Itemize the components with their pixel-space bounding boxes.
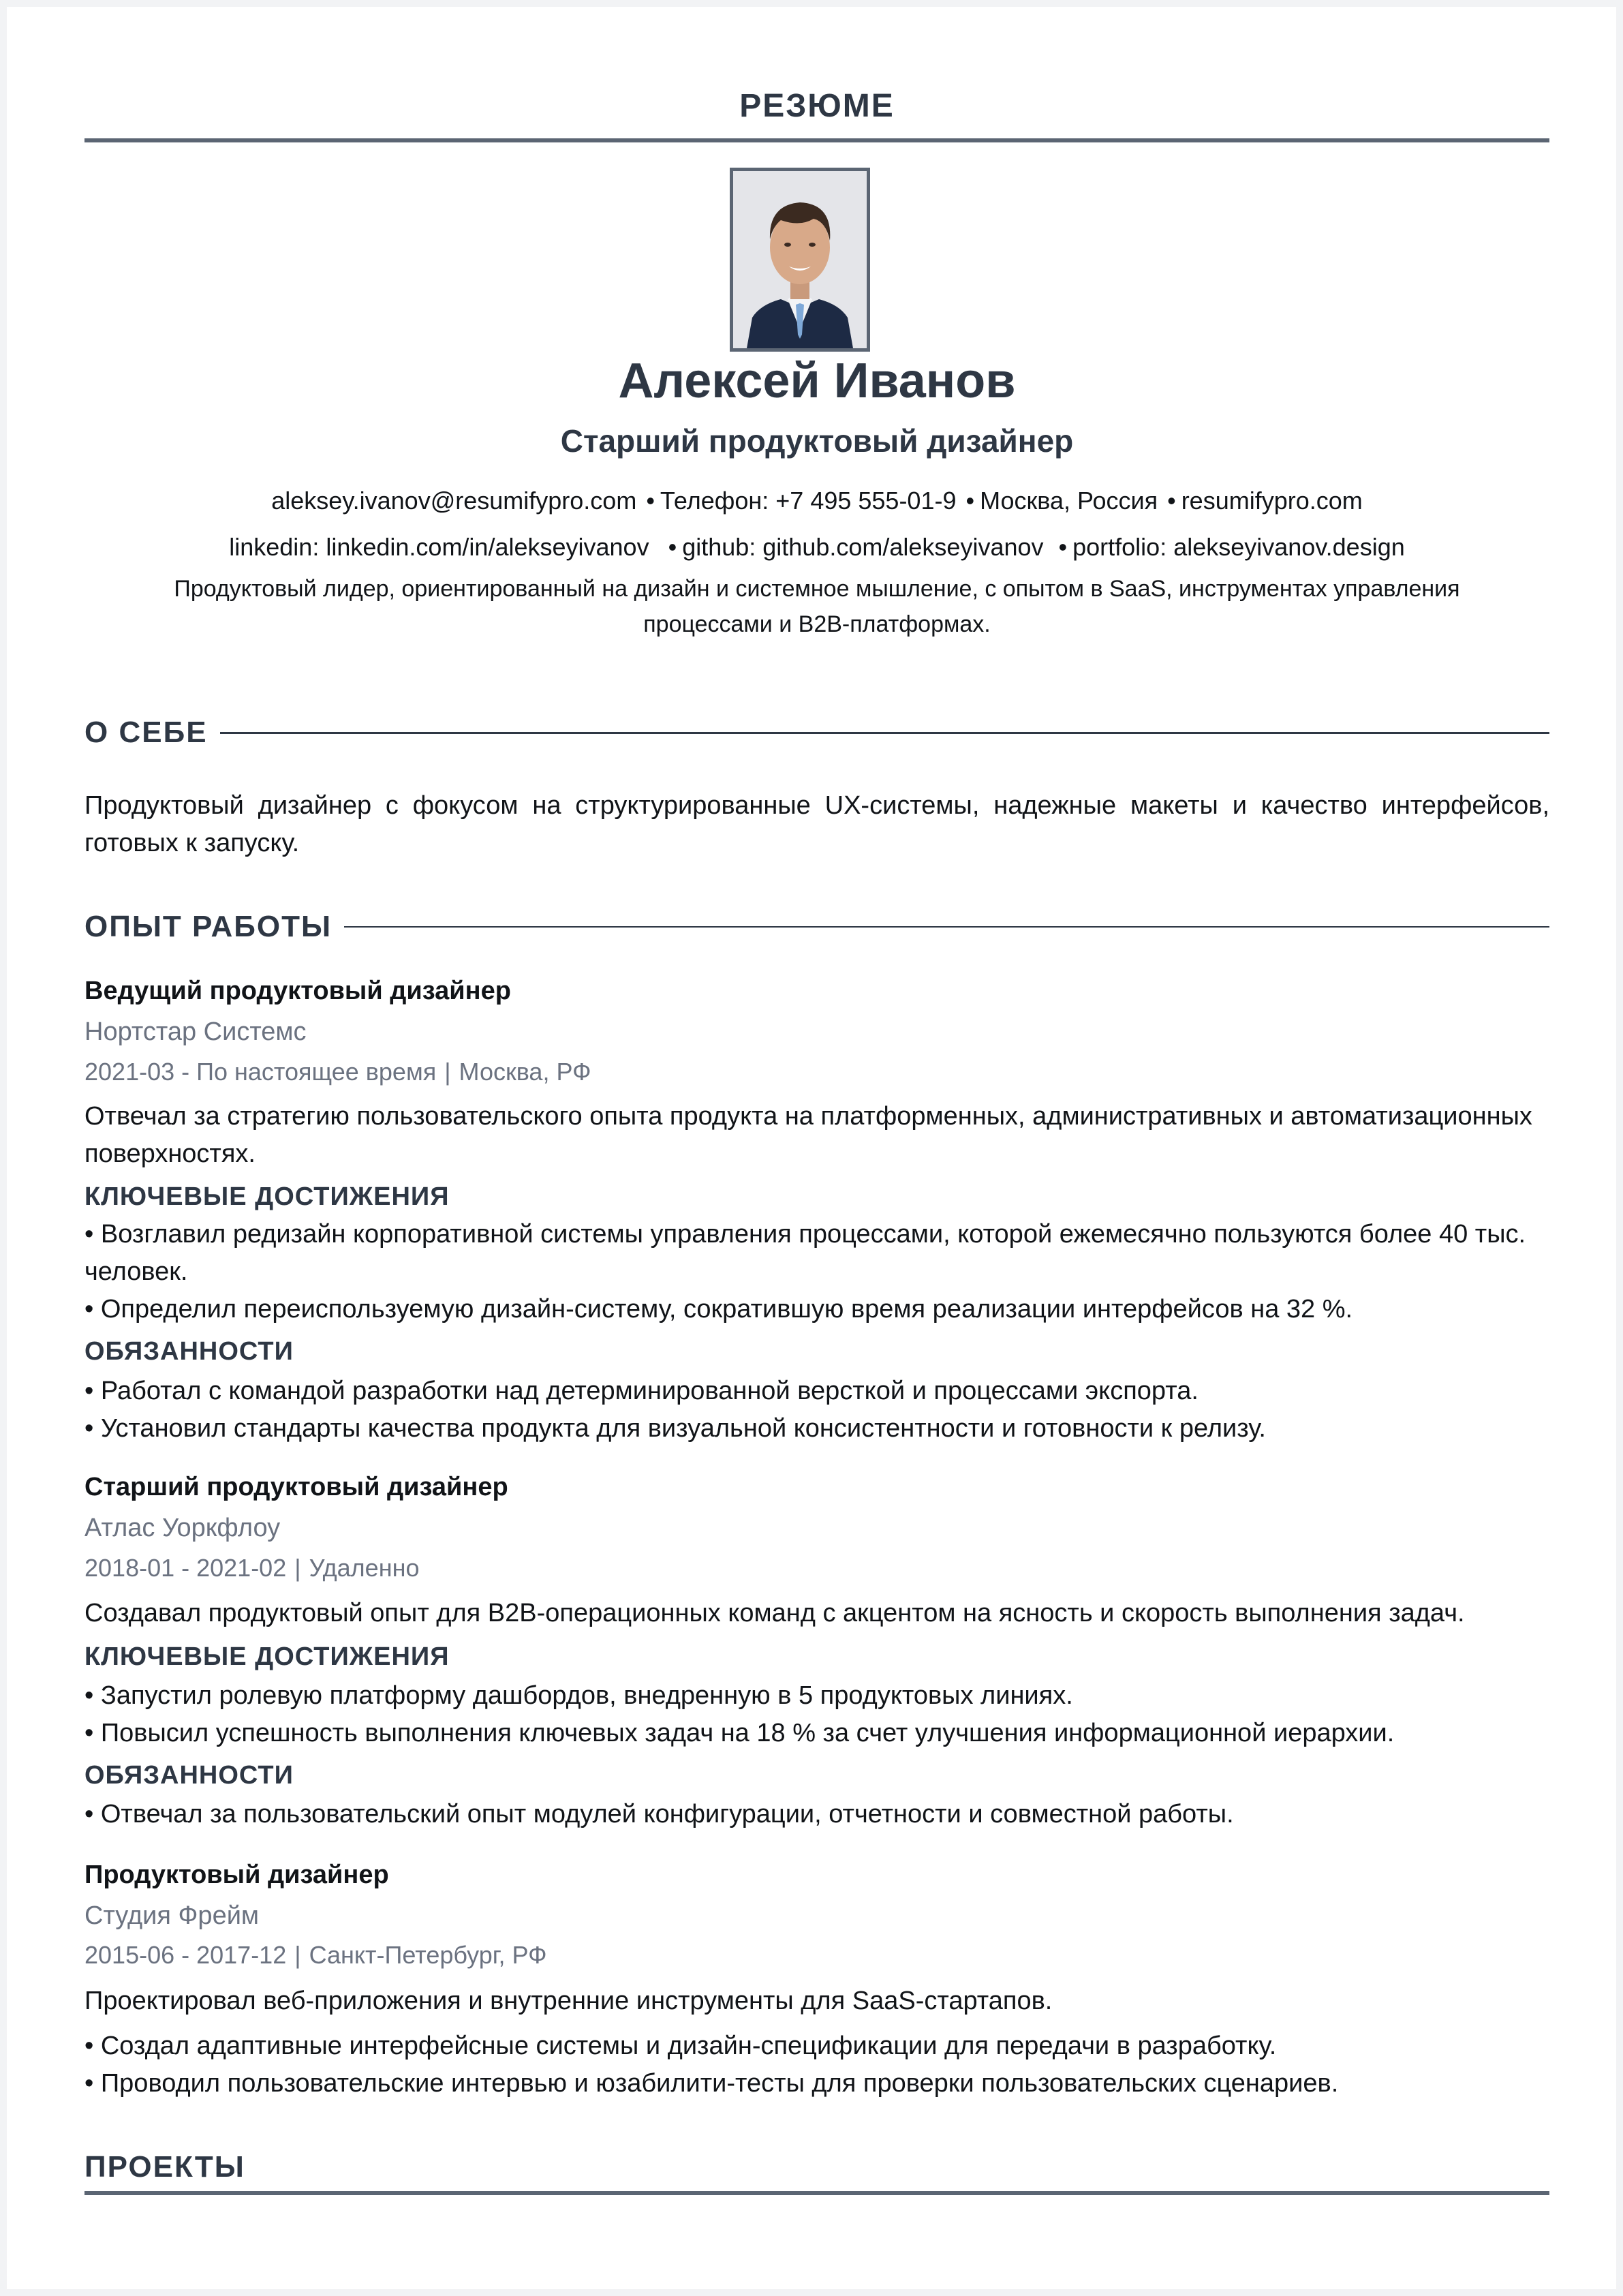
job-title: Ведущий продуктовый дизайнер [84, 977, 511, 1005]
list-item: • Определил переиспользуемую дизайн-систему, сократившую время реализации интерфейсов на 32 %. [84, 1295, 1353, 1323]
list-item: • Повысил успешность выполнения ключевых задач на 18 % за счет улучшения информационной иерархии. [84, 1719, 1395, 1747]
portfolio-link[interactable]: portfolio: alekseyivanov.design [1072, 533, 1405, 561]
job-title: Старший продуктовый дизайнер [84, 1473, 508, 1501]
contact-line-1 [84, 487, 1549, 515]
contact-separator: • [1058, 533, 1068, 561]
website-link[interactable]: resumifypro.com [1181, 487, 1363, 515]
resume-page [7, 7, 1616, 2289]
duties-list [84, 1796, 1549, 1833]
achievements-list [84, 1677, 1549, 1752]
job-dates: 2015-06 - 2017-12 [84, 1941, 287, 1969]
list-item: • Отвечал за пользовательский опыт модулей конфигурации, отчетности и совместной работы. [84, 1800, 1234, 1828]
responsibilities-list [84, 2027, 1549, 2102]
list-item: • Запустил ролевую платформу дашбордов, внедренную в 5 продуктовых линиях. [84, 1681, 1073, 1710]
job-company: Нортстар Системс [84, 1017, 307, 1046]
profile-photo [730, 168, 870, 352]
title-divider [84, 138, 1549, 142]
contact-separator: • [1167, 487, 1176, 515]
list-item: • Установил стандарты качества продукта для визуальной консистентности и готовности к релизу. [84, 1414, 1266, 1443]
job-meta [84, 1554, 420, 1582]
tagline: Продуктовый лидер, ориентированный на дизайн и системное мышление, с опытом в SaaS, инструментах управления процессами и B2B-платформах. [174, 576, 1460, 637]
job-dates: 2021-03 - По настоящее время [84, 1058, 437, 1086]
candidate-role: Старший продуктовый дизайнер [560, 423, 1074, 459]
section-experience-title: ОПЫТ РАБОТЫ [84, 910, 333, 943]
section-divider [344, 926, 1549, 928]
section-divider [220, 732, 1549, 734]
achievements-heading: КЛЮЧЕВЫЕ ДОСТИЖЕНИЯ [84, 1642, 450, 1671]
section-experience-header [84, 906, 1549, 947]
section-projects-title: ПРОЕКТЫ [84, 2150, 245, 2184]
candidate-name: Алексей Иванов [618, 354, 1016, 408]
duties-heading: ОБЯЗАННОСТИ [84, 1761, 294, 1790]
job-company: Атлас Уоркфлоу [84, 1514, 281, 1542]
list-item: • Создал адаптивные интерфейсные системы и дизайн-спецификации для передачи в разработку. [84, 2032, 1277, 2060]
phone-text: Телефон: +7 495 555-01-9 [660, 487, 957, 515]
meta-divider: | [294, 1554, 301, 1582]
duties-heading: ОБЯЗАННОСТИ [84, 1337, 294, 1366]
meta-divider: | [444, 1058, 451, 1086]
list-item: • Проводил пользовательские интервью и юзабилити-тесты для проверки пользовательских сценариев. [84, 2069, 1339, 2098]
contact-separator: • [668, 533, 677, 561]
job-summary: Проектировал веб-приложения и внутренние инструменты для SaaS-стартапов. [84, 1987, 1053, 2015]
document-title: РЕЗЮМЕ [739, 88, 895, 124]
about-text: Продуктовый дизайнер с фокусом на структурированные UX-системы, надежные макеты и качество интерфейсов, готовых к запуску. [84, 791, 1549, 857]
section-about-title: О СЕБЕ [84, 716, 208, 749]
meta-divider: | [294, 1941, 301, 1969]
job-dates: 2018-01 - 2021-02 [84, 1554, 287, 1582]
duties-list [84, 1373, 1549, 1448]
section-about-header [84, 712, 1549, 753]
github-link[interactable]: github: github.com/alekseyivanov [682, 533, 1044, 561]
job-summary: Отвечал за стратегию пользовательского опыта продукта на платформенных, административных и автоматизационных поверхностях. [84, 1102, 1532, 1168]
profile-photo-image [733, 171, 867, 348]
email-link[interactable]: aleksey.ivanov@resumifypro.com [271, 487, 637, 515]
job-title: Продуктовый дизайнер [84, 1861, 389, 1889]
projects-divider [84, 2191, 1549, 2195]
list-item: • Работал с командой разработки над детерминированной версткой и процессами экспорта. [84, 1377, 1199, 1405]
achievements-heading: КЛЮЧЕВЫЕ ДОСТИЖЕНИЯ [84, 1182, 450, 1211]
job-summary: Создавал продуктовый опыт для B2B-операционных команд с акцентом на ясность и скорость выполнения задач. [84, 1599, 1465, 1627]
job-location: Санкт-Петербург, РФ [309, 1941, 547, 1969]
job-location: Удаленно [309, 1554, 420, 1582]
achievements-list [84, 1216, 1549, 1328]
contact-separator: • [646, 487, 655, 515]
job-meta [84, 1058, 591, 1086]
job-company: Студия Фрейм [84, 1901, 260, 1930]
location-text: Москва, Россия [980, 487, 1158, 515]
job-meta [84, 1941, 547, 1970]
linkedin-link[interactable]: linkedin: linkedin.com/in/alekseyivanov [229, 533, 649, 561]
contact-separator: • [965, 487, 975, 515]
job-location: Москва, РФ [459, 1058, 591, 1086]
list-item: • Возглавил редизайн корпоративной системы управления процессами, которой ежемесячно пользуются более 40 тыс. человек. [84, 1220, 1526, 1286]
contact-line-2 [84, 533, 1549, 562]
